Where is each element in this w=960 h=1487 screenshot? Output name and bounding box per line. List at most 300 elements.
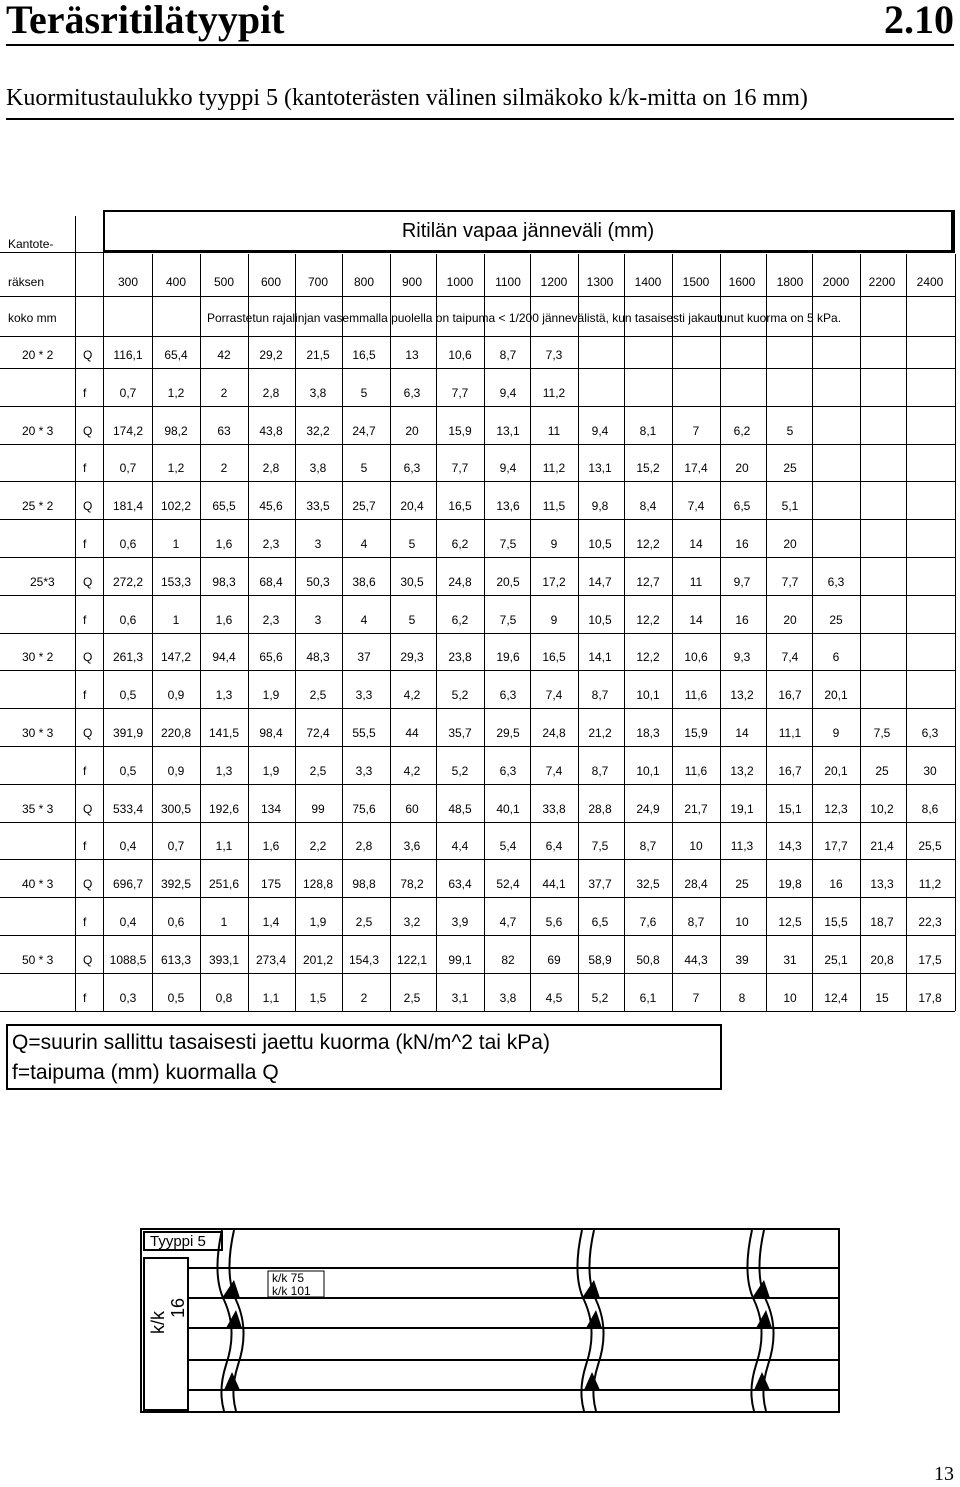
grid-line (955, 254, 956, 339)
f-value: 16 (735, 537, 749, 551)
f-letter: f (83, 991, 87, 1005)
q-value: 98,4 (259, 726, 283, 740)
q-value: 37 (357, 650, 371, 664)
q-value: 174,2 (112, 424, 144, 438)
q-value: 42 (217, 348, 231, 362)
row-label-kantote: Kantote- (8, 237, 54, 251)
q-value: 9,3 (733, 650, 751, 664)
q-value: 613,3 (160, 953, 192, 967)
q-value: 6,5 (733, 499, 751, 513)
f-value: 15,5 (824, 915, 848, 929)
q-value: 6 (832, 650, 840, 664)
f-letter: f (83, 386, 87, 400)
q-value: 20,5 (496, 575, 520, 589)
q-value: 21,2 (588, 726, 612, 740)
f-value: 17,8 (918, 991, 942, 1005)
f-value: 5 (360, 461, 368, 475)
span-value: 1100 (495, 275, 521, 289)
q-value: 9 (832, 726, 840, 740)
q-value: 44,1 (542, 877, 566, 891)
f-value: 20,1 (824, 764, 848, 778)
f-value: 1,9 (309, 915, 327, 929)
f-value: 6,1 (639, 991, 657, 1005)
page-title: Teräsritilätyypit (6, 0, 285, 42)
q-value: 8,1 (639, 424, 657, 438)
grid-line (0, 252, 955, 253)
q-value: 141,5 (208, 726, 240, 740)
q-value: 40,1 (496, 802, 520, 816)
q-value: 50,8 (636, 953, 660, 967)
f-value: 3,2 (403, 915, 421, 929)
q-value: 43,8 (259, 424, 283, 438)
f-value: 0,3 (119, 991, 137, 1005)
q-value: 16,5 (542, 650, 566, 664)
f-value: 3,3 (355, 764, 373, 778)
f-value: 0,5 (119, 688, 137, 702)
profile-size: 25*3 (30, 575, 55, 589)
f-value: 13,2 (730, 764, 754, 778)
q-value: 45,6 (259, 499, 283, 513)
f-value: 0,9 (167, 688, 185, 702)
f-value: 6,4 (545, 839, 563, 853)
f-value: 15,2 (636, 461, 660, 475)
profile-size: 35 * 3 (22, 802, 54, 816)
f-value: 4,7 (499, 915, 517, 929)
f-value: 9 (550, 537, 558, 551)
q-value: 102,2 (160, 499, 192, 513)
f-value: 1,5 (309, 991, 327, 1005)
q-letter: Q (83, 877, 93, 891)
q-value: 1088,5 (109, 953, 147, 967)
f-value: 8,7 (687, 915, 705, 929)
q-value: 8,7 (499, 348, 517, 362)
q-value: 393,1 (208, 953, 240, 967)
f-value: 14 (689, 537, 703, 551)
f-value: 22,3 (918, 915, 942, 929)
q-value: 58,9 (588, 953, 612, 967)
f-value: 0,5 (167, 991, 185, 1005)
f-value: 1,1 (262, 991, 280, 1005)
q-value: 9,4 (591, 424, 609, 438)
f-value: 4,2 (403, 688, 421, 702)
f-value: 2,8 (262, 386, 280, 400)
span-value: 1600 (728, 275, 756, 289)
f-value: 25,5 (918, 839, 942, 853)
q-value: 192,6 (208, 802, 240, 816)
q-letter: Q (83, 348, 93, 362)
f-value: 5,2 (591, 991, 609, 1005)
f-value: 3,1 (451, 991, 469, 1005)
q-value: 17,5 (918, 953, 942, 967)
f-value: 1,6 (215, 613, 233, 627)
q-value: 98,8 (352, 877, 376, 891)
f-letter: f (83, 461, 87, 475)
q-value: 12,3 (824, 802, 848, 816)
span-value: 2400 (916, 275, 944, 289)
q-value: 7,7 (781, 575, 799, 589)
q-value: 25,1 (824, 953, 848, 967)
f-value: 0,9 (167, 764, 185, 778)
q-value: 392,5 (160, 877, 192, 891)
q-value: 261,3 (112, 650, 144, 664)
q-value: 11 (689, 575, 703, 589)
profile-size: 20 * 2 (22, 348, 54, 362)
f-value: 3,8 (309, 461, 327, 475)
f-value: 1,4 (262, 915, 280, 929)
q-value: 78,2 (400, 877, 424, 891)
f-value: 1 (220, 915, 228, 929)
q-value: 82 (501, 953, 515, 967)
f-value: 7 (692, 991, 700, 1005)
q-value: 48,5 (448, 802, 472, 816)
f-letter: f (83, 537, 87, 551)
q-value: 13,6 (496, 499, 520, 513)
span-value: 1400 (634, 275, 662, 289)
f-value: 1,1 (215, 839, 233, 853)
q-value: 29,3 (400, 650, 424, 664)
f-value: 7,6 (639, 915, 657, 929)
f-value: 25 (829, 613, 843, 627)
q-value: 44,3 (684, 953, 708, 967)
q-value: 220,8 (160, 726, 192, 740)
f-value: 17,7 (824, 839, 848, 853)
legend-f: f=taipuma (mm) kuormalla Q (12, 1061, 279, 1084)
q-value: 20,8 (870, 953, 894, 967)
f-value: 5,2 (451, 688, 469, 702)
page-header (6, 0, 954, 46)
grid-line (906, 336, 907, 1011)
f-value: 14,3 (778, 839, 802, 853)
span-value: 1500 (682, 275, 710, 289)
q-value: 16 (829, 877, 843, 891)
q-value: 7,5 (873, 726, 891, 740)
f-value: 1,9 (262, 688, 280, 702)
profile-size: 30 * 3 (22, 726, 54, 740)
f-value: 1,3 (215, 688, 233, 702)
q-value: 10,2 (870, 802, 894, 816)
q-value: 33,8 (542, 802, 566, 816)
q-value: 35,7 (448, 726, 472, 740)
span-value: 800 (353, 275, 375, 289)
q-value: 533,4 (112, 802, 144, 816)
q-value: 273,4 (255, 953, 287, 967)
q-value: 201,2 (302, 953, 334, 967)
f-value: 3,3 (355, 688, 373, 702)
q-value: 99 (311, 802, 325, 816)
f-value: 6,2 (451, 537, 469, 551)
q-value: 7,3 (545, 348, 563, 362)
f-value: 2,5 (309, 688, 327, 702)
f-value: 2 (220, 461, 228, 475)
f-value: 11,6 (684, 764, 708, 778)
q-value: 16,5 (352, 348, 376, 362)
q-value: 5 (786, 424, 794, 438)
span-value: 1000 (446, 275, 474, 289)
q-value: 9,8 (591, 499, 609, 513)
f-value: 13,1 (588, 461, 612, 475)
q-value: 52,4 (496, 877, 520, 891)
profile-size: 50 * 3 (22, 953, 54, 967)
span-header-box (103, 210, 955, 252)
q-value: 175 (260, 877, 282, 891)
f-value: 6,3 (499, 764, 517, 778)
grid-line (860, 336, 861, 1011)
q-value: 10,6 (448, 348, 472, 362)
q-value: 69 (547, 953, 561, 967)
q-value: 65,5 (212, 499, 236, 513)
f-value: 11,3 (730, 839, 754, 853)
f-value: 7,4 (545, 688, 563, 702)
span-value: 2200 (868, 275, 896, 289)
f-value: 12,2 (636, 537, 660, 551)
f-value: 7,5 (499, 613, 517, 627)
q-value: 147,2 (160, 650, 192, 664)
f-letter: f (83, 613, 87, 627)
f-value: 11,2 (542, 461, 566, 475)
f-value: 0,4 (119, 915, 137, 929)
q-value: 24,7 (352, 424, 376, 438)
f-value: 0,8 (215, 991, 233, 1005)
q-value: 44 (405, 726, 419, 740)
q-value: 11,5 (542, 499, 566, 513)
f-value: 9 (550, 613, 558, 627)
f-letter: f (83, 764, 87, 778)
row-label-raksen: räksen (8, 275, 45, 289)
q-value: 98,3 (212, 575, 236, 589)
f-value: 10 (689, 839, 703, 853)
f-value: 5,2 (451, 764, 469, 778)
span-value: 600 (260, 275, 282, 289)
q-value: 99,1 (448, 953, 472, 967)
q-value: 15,9 (448, 424, 472, 438)
q-value: 10,6 (684, 650, 708, 664)
table-subtitle: Kuormitustaulukko tyyppi 5 (kantoterästen välinen silmäkoko k/k-mitta on 16 mm) (6, 85, 808, 111)
f-value: 11,2 (542, 386, 566, 400)
f-value: 2 (220, 386, 228, 400)
grid-line (0, 296, 955, 297)
q-value: 75,6 (352, 802, 376, 816)
q-value: 6,2 (733, 424, 751, 438)
f-value: 1,3 (215, 764, 233, 778)
f-value: 20,1 (824, 688, 848, 702)
q-value: 31 (783, 953, 797, 967)
q-value: 14,1 (588, 650, 612, 664)
q-value: 6,3 (827, 575, 845, 589)
q-value: 12,7 (636, 575, 660, 589)
f-value: 3,6 (403, 839, 421, 853)
f-value: 1 (172, 613, 180, 627)
q-value: 251,6 (208, 877, 240, 891)
f-value: 21,4 (870, 839, 894, 853)
q-value: 18,3 (636, 726, 660, 740)
f-value: 6,3 (403, 461, 421, 475)
q-value: 8,6 (921, 802, 939, 816)
f-value: 7,5 (499, 537, 517, 551)
f-value: 30 (923, 764, 937, 778)
diagram-kk101: k/k 101 (272, 1284, 311, 1298)
f-value: 12,4 (824, 991, 848, 1005)
profile-size: 25 * 2 (22, 499, 54, 513)
f-value: 20 (735, 461, 749, 475)
q-value: 33,5 (306, 499, 330, 513)
q-value: 391,9 (112, 726, 144, 740)
profile-size: 30 * 2 (22, 650, 54, 664)
f-value: 14 (689, 613, 703, 627)
q-value: 32,5 (636, 877, 660, 891)
f-value: 3,8 (309, 386, 327, 400)
span-value: 300 (117, 275, 139, 289)
q-value: 13 (405, 348, 419, 362)
f-value: 5,4 (499, 839, 517, 853)
f-value: 1,9 (262, 764, 280, 778)
q-letter: Q (83, 726, 93, 740)
q-value: 68,4 (259, 575, 283, 589)
q-value: 15,1 (778, 802, 802, 816)
f-letter: f (83, 688, 87, 702)
q-value: 696,7 (112, 877, 144, 891)
q-value: 21,5 (306, 348, 330, 362)
f-value: 9,4 (499, 386, 517, 400)
q-value: 272,2 (112, 575, 144, 589)
f-value: 11,6 (684, 688, 708, 702)
f-value: 7,5 (591, 839, 609, 853)
q-value: 25 (735, 877, 749, 891)
f-value: 1 (172, 537, 180, 551)
span-value: 400 (165, 275, 187, 289)
q-value: 29,5 (496, 726, 520, 740)
limit-note: Porrastetun rajalinjan vasemmalla puolella on taipuma < 1/200 jännevälistä, kun tasaisesti jakautunut kuorma on 5 kPa. (207, 311, 842, 325)
q-value: 134 (260, 802, 282, 816)
f-value: 10,1 (636, 688, 660, 702)
span-header: Ritilän vapaa jänneväli (mm) (401, 220, 655, 242)
q-value: 13,1 (496, 424, 520, 438)
f-value: 3 (314, 613, 322, 627)
q-value: 65,6 (259, 650, 283, 664)
legend-box (6, 1024, 722, 1090)
f-value: 0,4 (119, 839, 137, 853)
f-value: 12,2 (636, 613, 660, 627)
q-value: 20 (405, 424, 419, 438)
q-value: 39 (735, 953, 749, 967)
f-value: 6,3 (499, 688, 517, 702)
q-value: 11 (547, 424, 561, 438)
grating-drawing (142, 1230, 838, 1411)
row-label-koko: koko mm (8, 311, 57, 325)
profile-size: 40 * 3 (22, 877, 54, 891)
f-value: 0,6 (119, 613, 137, 627)
span-value: 500 (213, 275, 235, 289)
f-value: 4,4 (451, 839, 469, 853)
f-letter: f (83, 915, 87, 929)
f-value: 5,6 (545, 915, 563, 929)
span-value: 700 (307, 275, 329, 289)
q-value: 24,8 (448, 575, 472, 589)
diagram-kk-value: 16 (168, 1297, 188, 1318)
grid-line (955, 336, 956, 1011)
q-value: 24,9 (636, 802, 660, 816)
q-letter: Q (83, 650, 93, 664)
span-value: 2000 (822, 275, 850, 289)
f-value: 16,7 (778, 688, 802, 702)
q-value: 7,4 (687, 499, 705, 513)
f-value: 0,6 (167, 915, 185, 929)
section-number: 2.10 (884, 0, 954, 42)
q-value: 21,7 (684, 802, 708, 816)
f-value: 7,7 (451, 386, 469, 400)
f-value: 0,7 (119, 461, 137, 475)
q-value: 37,7 (588, 877, 612, 891)
q-value: 28,8 (588, 802, 612, 816)
f-value: 2,3 (262, 537, 280, 551)
f-value: 16,7 (778, 764, 802, 778)
f-value: 5 (360, 386, 368, 400)
f-value: 2,3 (262, 613, 280, 627)
f-value: 17,4 (684, 461, 708, 475)
q-value: 25,7 (352, 499, 376, 513)
q-value: 153,3 (160, 575, 192, 589)
f-value: 10 (735, 915, 749, 929)
q-value: 24,8 (542, 726, 566, 740)
q-value: 38,6 (352, 575, 376, 589)
q-value: 8,4 (639, 499, 657, 513)
q-value: 98,2 (164, 424, 188, 438)
q-value: 15,9 (684, 726, 708, 740)
q-value: 20,4 (400, 499, 424, 513)
f-value: 2,8 (355, 839, 373, 853)
q-value: 72,4 (306, 726, 330, 740)
f-value: 0,5 (119, 764, 137, 778)
profile-size: 20 * 3 (22, 424, 54, 438)
f-value: 8,7 (591, 688, 609, 702)
f-value: 6,3 (403, 386, 421, 400)
f-value: 2,5 (355, 915, 373, 929)
q-value: 28,4 (684, 877, 708, 891)
grid-line (0, 1011, 955, 1012)
q-value: 14,7 (588, 575, 612, 589)
f-value: 3,9 (451, 915, 469, 929)
q-value: 32,2 (306, 424, 330, 438)
f-value: 10,5 (588, 537, 612, 551)
q-value: 300,5 (160, 802, 192, 816)
q-value: 50,3 (306, 575, 330, 589)
f-value: 4,5 (545, 991, 563, 1005)
f-value: 5 (408, 537, 416, 551)
q-value: 16,5 (448, 499, 472, 513)
f-value: 8,7 (591, 764, 609, 778)
diagram-type-label: Tyyppi 5 (150, 1233, 206, 1250)
f-value: 0,7 (167, 839, 185, 853)
q-value: 128,8 (302, 877, 334, 891)
f-value: 4 (360, 613, 368, 627)
q-value: 19,6 (496, 650, 520, 664)
f-value: 2,5 (403, 991, 421, 1005)
f-value: 13,2 (730, 688, 754, 702)
f-value: 16 (735, 613, 749, 627)
q-value: 9,7 (733, 575, 751, 589)
q-value: 11,2 (918, 877, 942, 891)
page-number: 13 (934, 1463, 954, 1485)
q-value: 14 (735, 726, 749, 740)
f-value: 25 (783, 461, 797, 475)
q-value: 13,3 (870, 877, 894, 891)
q-value: 122,1 (396, 953, 428, 967)
subtitle-underline (6, 118, 954, 120)
f-value: 7,7 (451, 461, 469, 475)
f-value: 8 (738, 991, 746, 1005)
f-value: 2,5 (309, 764, 327, 778)
q-value: 116,1 (113, 348, 143, 362)
f-value: 20 (783, 613, 797, 627)
